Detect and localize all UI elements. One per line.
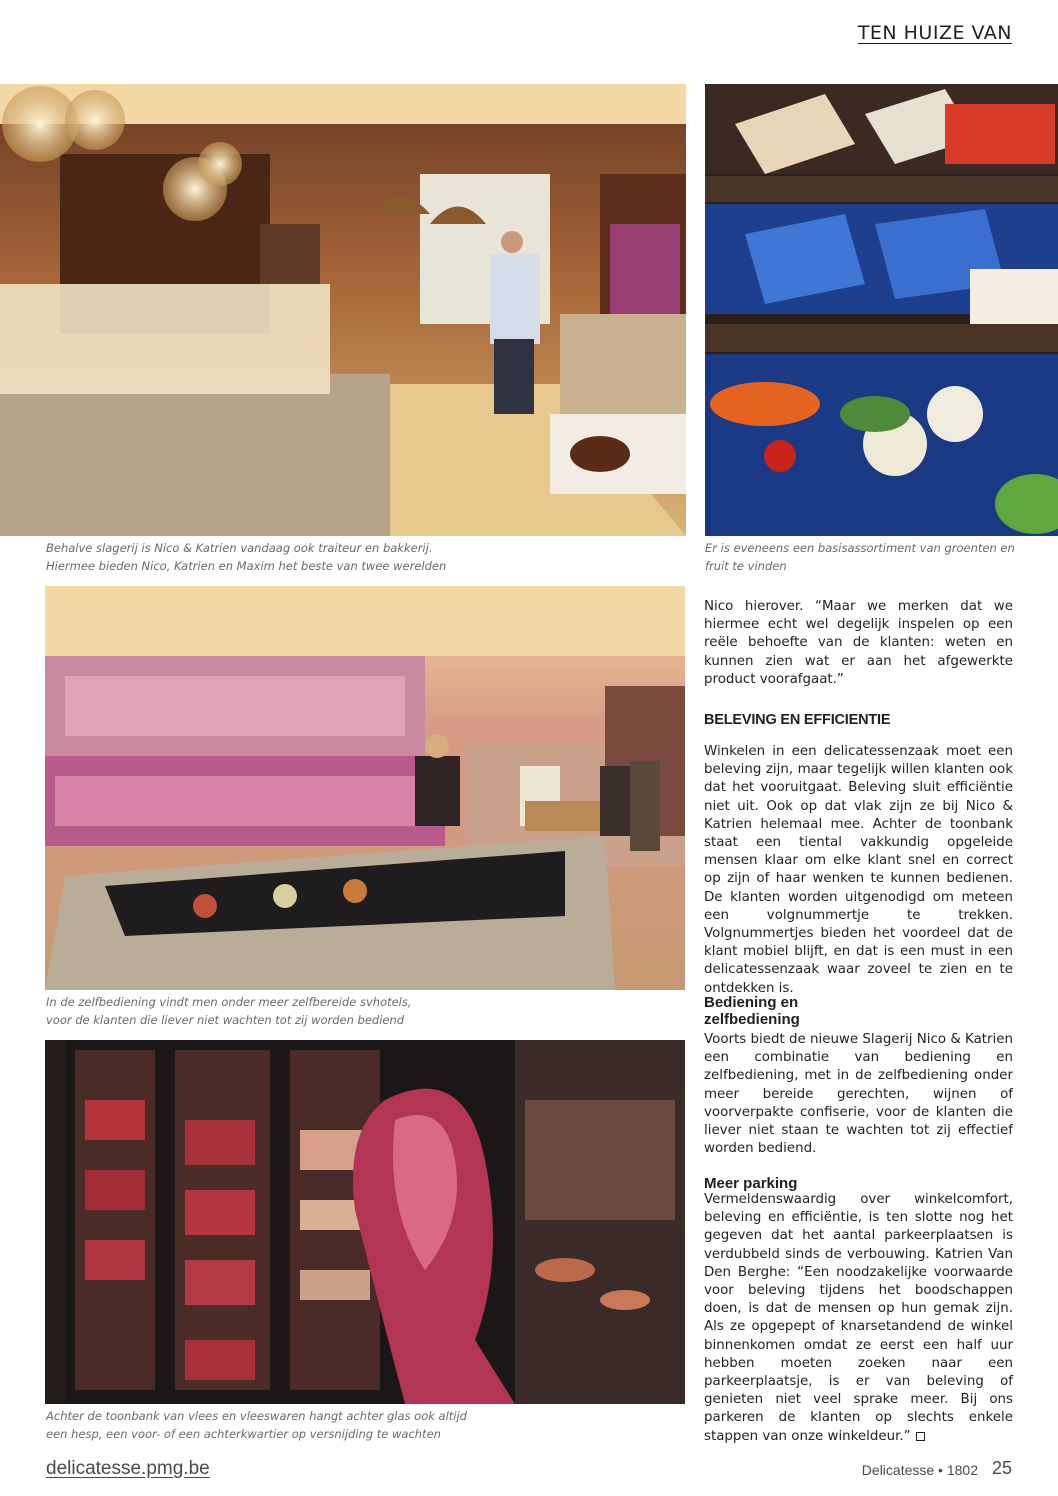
photo-shop-interior [0, 84, 686, 536]
footer-website-link[interactable]: delicatesse.pmg.be [46, 1458, 210, 1479]
photo-vegetables [705, 84, 1058, 536]
footer-magazine-issue: Delicatesse • 1802 [861, 1462, 978, 1478]
section-title: TEN HUIZE VAN [857, 22, 1012, 44]
caption-self-service: In de zelfbediening vindt men onder meer zelfbereide svhotels, voor de klanten die liever niet wachten tot zij worden bediend [46, 995, 412, 1027]
intro-paragraph: Nico hierover. “Maar we merken dat we hiermee echt wel degelijk inspelen op een reële behoefte van de klanten: weten en kunnen zien wat er aan het afgewerkte product voorafgaat.” [704, 599, 1013, 687]
photo-meat-cabinet [45, 1040, 685, 1404]
section-heading-bediening: Bediening en zelfbediening [704, 994, 800, 1028]
section-heading-beleving: BELEVING EN EFFICIENTIE [704, 712, 891, 728]
section-heading-parking: Meer parking [704, 1175, 798, 1192]
caption-vegetables: Er is eveneens een basisassortiment van groenten en fruit te vinden [705, 541, 1015, 573]
section-body-parking: Vermeldenswaardig over winkelcomfort, beleving en efficiëntie, is ten slotte nog het gegeven dat het aantal parkeerplaatsen is verdubbeld sinds de verbouwing. Katrien Van Den Berghe: “Een noodzakelijke voorwaarde voor beleving tijdens het boodschappen doen, is dat de mensen op hun gemak zijn. Als ze opgepept of knarsetandend de winkel binnenkomen omdat ze eerst een half uur hebben moeten zoeken naar een parkeerplaatsje, is er van beleving of genieten niet veel sprake meer. Bij ons parkeren de klanten op slechts enkele stappen van onze winkeldeur.” [704, 1192, 1013, 1444]
section-body-beleving: Winkelen in een delicatessenzaak moet een beleving zijn, maar tegelijk willen klanten ook dat het vooruitgaat. Beleving sluit efficiëntie niet uit. Ook op dat vlak zijn ze bij Nico & Katrien helemaal mee. Achter de toonbank staat een tiental vakkundig opgeleide mensen klaar om elke klant snel en correct op zijn of haar wenken te kunnen bedienen. De klanten worden uitgenodigd om meteen een volgnummertje te trekken. Volgnummertjes bieden het voordeel dat de klant mobiel blijft, en dat is een must in een delicatessenzaak waar zoveel te zien en te ontdekken is. [704, 744, 1013, 996]
caption-shop-interior: Behalve slagerij is Nico & Katrien vandaag ook traiteur en bakkerij. Hiermee bieden Nico, Katrien en Maxim het beste van twee werelden [46, 541, 447, 573]
caption-meat-cabinet: Achter de toonbank van vlees en vleeswaren hangt achter glas ook altijd een hesp, een voor- of een achterkwartier op versnijding te wachten [46, 1409, 467, 1441]
end-of-article-icon [916, 1432, 925, 1441]
section-body-bediening: Voorts biedt de nieuwe Slagerij Nico & Katrien een combinatie van bediening en zelfbediening, met in de zelfbediening onder meer bereide gerechten, wijnen of voorverpakte confiserie, voor de klanten die liever niet staan te wachten tot zij effectief worden bediend. [704, 1032, 1013, 1157]
page-number: 25 [991, 1458, 1012, 1478]
photo-self-service [45, 586, 685, 990]
